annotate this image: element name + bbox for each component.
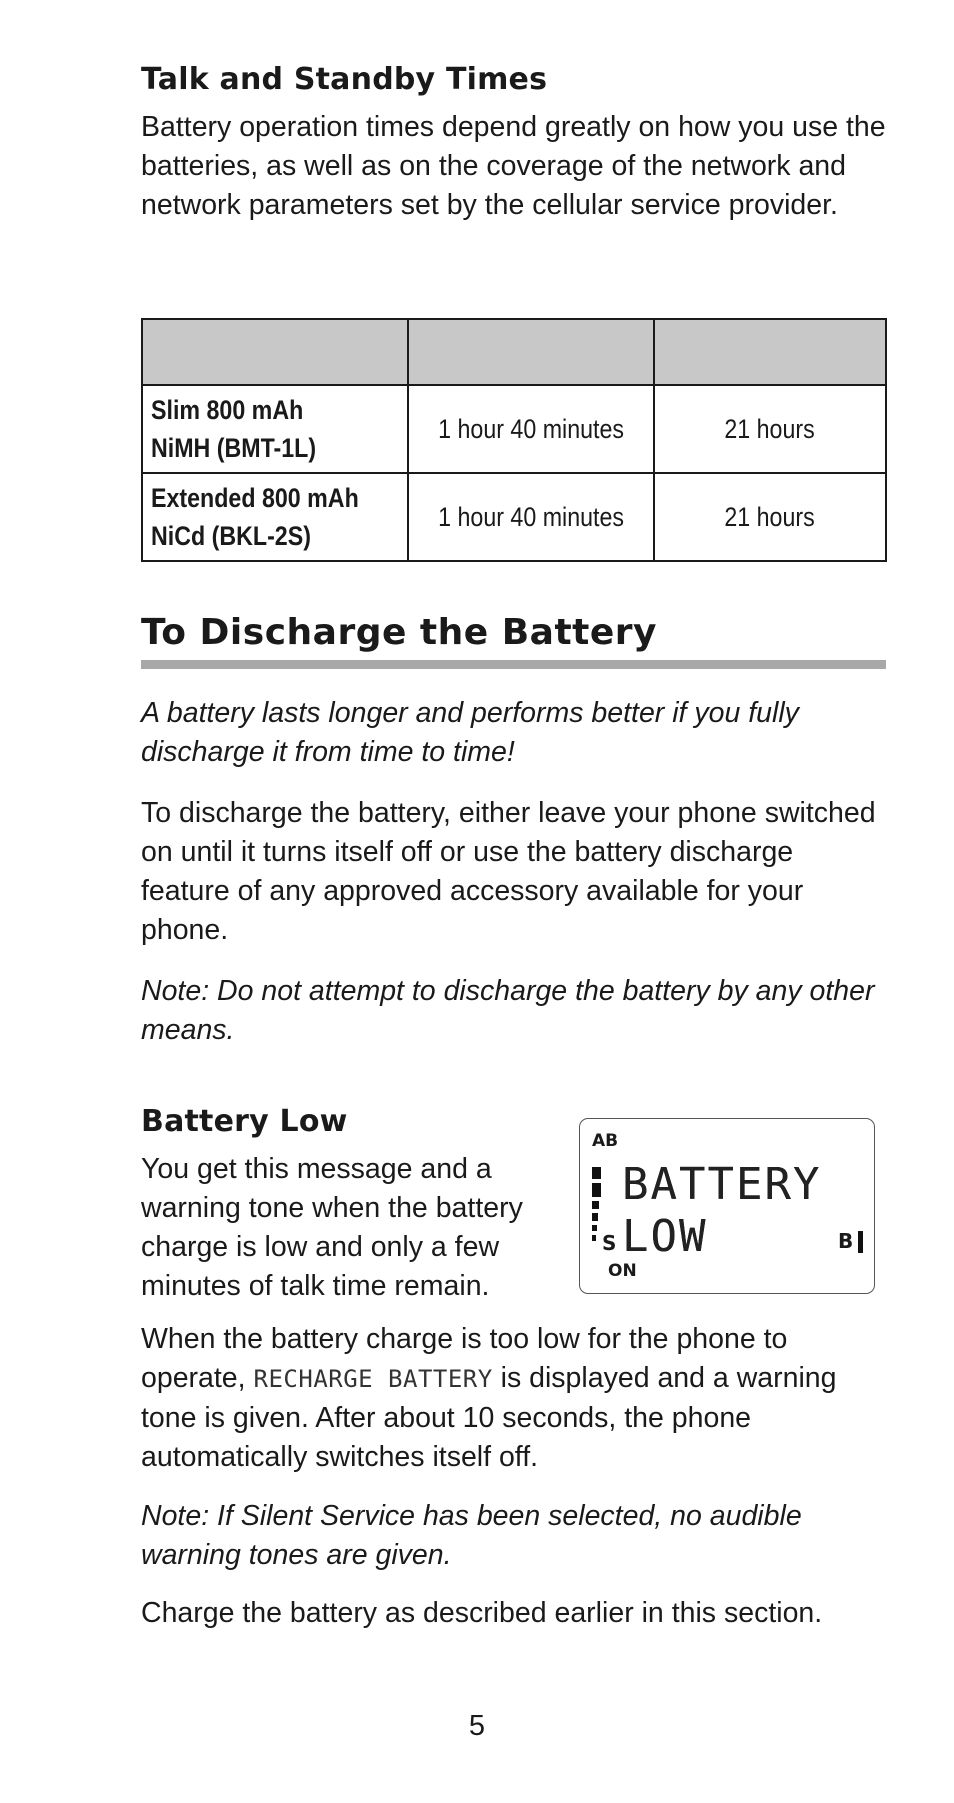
table-row [142, 473, 886, 561]
discharge-heading: To Discharge the Battery [141, 612, 657, 653]
charge-instruction: Charge the battery as described earlier in this section. [141, 1597, 823, 1629]
battery-times-table [141, 318, 887, 562]
recharge-text-before: When the battery charge is too low for the phone to operate, [141, 1323, 788, 1394]
signal-bar [592, 1183, 601, 1197]
battery-level-icon [858, 1231, 863, 1253]
table-header-cell [408, 319, 654, 385]
table-row [142, 385, 886, 473]
recharge-display-message: RECHARGE BATTERY [253, 1365, 493, 1393]
battery-type-cell [142, 385, 408, 473]
silent-service-note: Note: If Silent Service has been selected, no audible warning tones are given. [141, 1500, 802, 1571]
display-indicator-on: ON [608, 1261, 637, 1281]
talk-standby-intro: Battery operation times depend greatly on how you use the batteries, as well as on the coverage of the network and network parameters set by the cellular service provider. [141, 111, 886, 221]
battery-low-text: You get this message and a warning tone when the battery charge is low and only a few minutes of talk time remain. [141, 1153, 523, 1302]
battery-type-line: NiCd (BKL-2S) [151, 521, 311, 551]
signal-bar [592, 1213, 598, 1221]
table-header-row [142, 319, 886, 385]
talk-time-cell [408, 385, 654, 473]
signal-bar [592, 1201, 599, 1209]
discharge-body: To discharge the battery, either leave your phone switched on until it turns itself off or use the battery discharge feature of any approved accessory available for your phone. [141, 797, 876, 946]
talk-standby-heading: Talk and Standby Times [141, 62, 548, 97]
battery-type-line: NiMH (BMT-1L) [151, 433, 317, 463]
display-indicator-s: S [602, 1231, 617, 1255]
table-header-cell [142, 319, 408, 385]
page-number: 5 [468, 1710, 486, 1742]
discharge-note: Note: Do not attempt to discharge the battery by any other means. [141, 975, 875, 1046]
recharge-paragraph [141, 1320, 887, 1477]
signal-bar [592, 1235, 596, 1241]
display-line-2: LOW [622, 1211, 708, 1262]
battery-type-line: Slim 800 mAh [151, 395, 304, 425]
standby-time-value: 21 hours [724, 502, 816, 532]
phone-display-illustration [579, 1118, 875, 1294]
discharge-tip: A battery lasts longer and performs better if you fully discharge it from time to time! [141, 697, 799, 768]
display-indicator-b: B [838, 1229, 854, 1253]
display-indicator-ab: AB [592, 1131, 619, 1151]
battery-type-cell [142, 473, 408, 561]
standby-time-value: 21 hours [724, 414, 816, 444]
signal-bar [592, 1167, 601, 1179]
display-line-1: BATTERY [622, 1159, 822, 1210]
talk-time-cell [408, 473, 654, 561]
battery-low-heading: Battery Low [141, 1104, 348, 1139]
standby-time-cell [654, 385, 886, 473]
section-rule [141, 660, 886, 669]
recharge-text-after: is displayed and a warning tone is given. After about 10 seconds, the phone automatically switches itself off. [141, 1362, 837, 1473]
talk-time-value: 1 hour 40 minutes [438, 502, 624, 532]
standby-time-cell [654, 473, 886, 561]
signal-bar [592, 1225, 597, 1231]
talk-time-value: 1 hour 40 minutes [438, 414, 624, 444]
table-header-cell [654, 319, 886, 385]
battery-type-line: Extended 800 mAh [151, 483, 359, 513]
